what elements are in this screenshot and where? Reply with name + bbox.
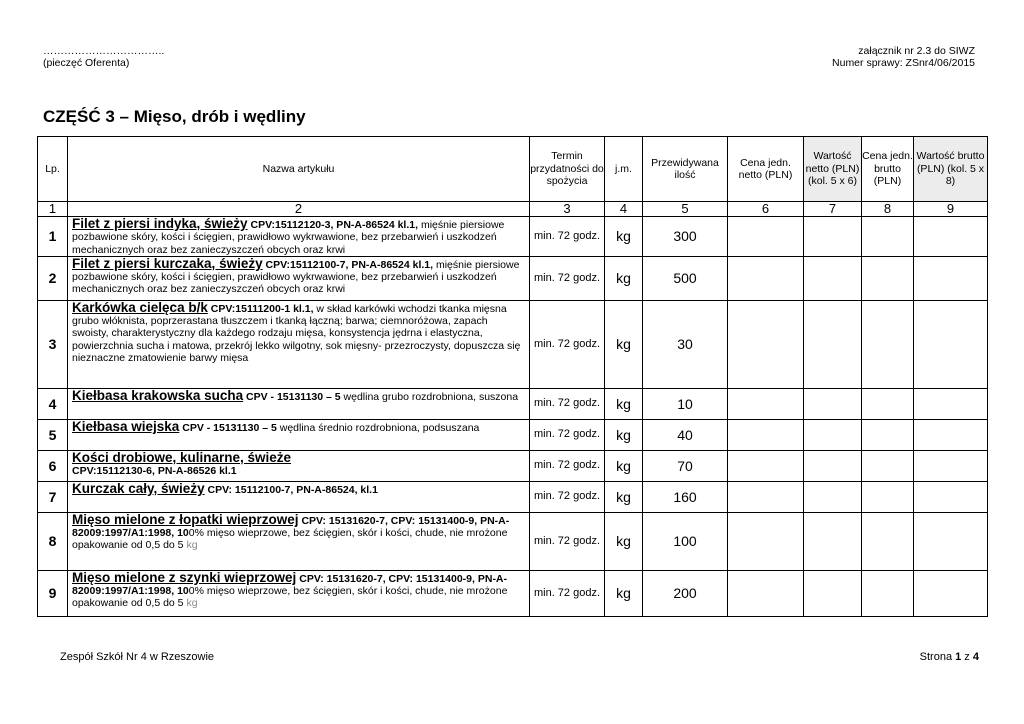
table-row [38, 256, 988, 300]
row-lp: 4 [38, 388, 68, 419]
table-row [38, 300, 988, 388]
row-description [68, 450, 530, 481]
row-description [68, 300, 530, 388]
row-unit: kg [605, 570, 643, 616]
net-value-cell[interactable] [804, 481, 862, 512]
product-cpv: CPV: 15131620-7, CPV: 15131400-9, PN-A-82009:1997/A1:1998, 10 [72, 572, 508, 598]
net-value-cell[interactable] [804, 217, 862, 257]
row-term: min. 72 godz. [530, 570, 605, 616]
oferent-stamp-block [43, 45, 164, 69]
row-quantity: 300 [643, 217, 728, 257]
product-cpv: CPV:15112130-6, PN-A-86526 kl.1 [72, 465, 237, 478]
gross-price-cell[interactable] [862, 481, 914, 512]
col-num: 1 [38, 202, 68, 217]
row-unit: kg [605, 419, 643, 450]
gross-price-cell[interactable] [862, 419, 914, 450]
product-name: Filet z piersi kurczaka, świeży [72, 256, 263, 271]
row-description [68, 419, 530, 450]
row-description [68, 256, 530, 300]
case-number: Numer sprawy: ZSnr4/06/2015 [832, 57, 975, 69]
gross-value-cell[interactable] [914, 217, 988, 257]
row-unit: kg [605, 450, 643, 481]
product-desc: mięśnie piersiowe pozbawione skóry, kości i ścięgien, prawidłowo wykrwawione, bez przebarwień i uszkodzeń mechanicznych oraz bez zanieczyszczeń obcych oraz krwi [72, 258, 520, 296]
product-desc: 0% mięso wieprzowe, bez ścięgien, skór i kości, chude, nie mrożone opakowanie od 0,5 do 5 [72, 585, 508, 610]
page-total: 4 [972, 651, 979, 663]
row-term: min. 72 godz. [530, 419, 605, 450]
stamp-label: (pieczęć Oferenta) [43, 57, 130, 69]
net-price-cell[interactable] [728, 256, 804, 300]
row-lp: 5 [38, 419, 68, 450]
gross-value-cell[interactable] [914, 512, 988, 570]
net-value-cell[interactable] [804, 300, 862, 388]
row-lp: 6 [38, 450, 68, 481]
attachment-label: załącznik nr 2.3 do SIWZ [858, 45, 975, 57]
row-term: min. 72 godz. [530, 388, 605, 419]
col-num: 9 [914, 202, 988, 217]
row-lp: 3 [38, 300, 68, 388]
gross-value-cell[interactable] [914, 570, 988, 616]
gross-price-cell[interactable] [862, 570, 914, 616]
col-num: 4 [605, 202, 643, 217]
net-price-cell[interactable] [728, 512, 804, 570]
row-term: min. 72 godz. [530, 300, 605, 388]
row-description [68, 512, 530, 570]
col-num: 7 [804, 202, 862, 217]
product-name: Kiełbasa krakowska sucha [72, 388, 244, 403]
product-name: Kości drobiowe, kulinarne, świeże [72, 450, 292, 465]
gross-value-cell[interactable] [914, 419, 988, 450]
product-desc: wędlina średnio rozdrobniona, podsuszana [276, 421, 480, 434]
page-title: CZĘŚĆ 3 – Mięso, drób i wędliny [43, 107, 306, 126]
gross-value-cell[interactable] [914, 481, 988, 512]
product-cpv: CPV - 15131130 – 5 [243, 390, 341, 403]
row-lp: 2 [38, 256, 68, 300]
gross-price-cell[interactable] [862, 300, 914, 388]
product-desc: w skład karkówki wchodzi tkanka mięsna grubo włóknista, poprzerastana tłuszczem i tkanką łączną; barwa; ciemnoróżowa, zapach swoisty, charakterystyczny dla każdego rodzaju mięsa, konsystencja jędrna i elastyczna, powierzchnia sucha i matowa, przekrój lekko wilgotny, sok mięsny- przezroczysty, dopuszcza się nieznaczne zmatowienie barwy mięsa [72, 302, 521, 365]
product-cpv: CPV:15112100-7, PN-A-86524 kl.1, [262, 258, 434, 271]
header-term: Termin przydatności do spożycia [530, 137, 605, 202]
product-cpv: CPV: 15112100-7, PN-A-86524, kl.1 [204, 483, 378, 496]
row-quantity: 160 [643, 481, 728, 512]
row-term: min. 72 godz. [530, 256, 605, 300]
gross-price-cell[interactable] [862, 256, 914, 300]
col-num: 6 [728, 202, 804, 217]
row-lp: 1 [38, 217, 68, 257]
document-reference-block [832, 45, 975, 69]
col-num: 8 [862, 202, 914, 217]
gross-value-cell[interactable] [914, 300, 988, 388]
row-description [68, 388, 530, 419]
product-desc-tail: kg [186, 539, 198, 552]
product-name: Karkówka cielęca b/k [72, 300, 208, 315]
page-label: Strona [919, 651, 956, 663]
gross-value-cell[interactable] [914, 256, 988, 300]
row-unit: kg [605, 388, 643, 419]
table-header-row [38, 137, 988, 202]
row-term: min. 72 godz. [530, 512, 605, 570]
table-row [38, 570, 988, 616]
row-term: min. 72 godz. [530, 450, 605, 481]
row-quantity: 500 [643, 256, 728, 300]
col-num: 5 [643, 202, 728, 217]
product-name: Kiełbasa wiejska [72, 419, 180, 434]
product-name: Mięso mielone z szynki wieprzowej [72, 570, 297, 585]
row-term: min. 72 godz. [530, 481, 605, 512]
row-unit: kg [605, 481, 643, 512]
product-name: Kurczak cały, świeży [72, 481, 205, 496]
column-number-row [38, 202, 988, 217]
header-lp: Lp. [38, 137, 68, 202]
net-value-cell[interactable] [804, 570, 862, 616]
net-value-cell[interactable] [804, 450, 862, 481]
row-unit: kg [605, 217, 643, 257]
net-price-cell[interactable] [728, 481, 804, 512]
row-quantity: 10 [643, 388, 728, 419]
product-cpv: CPV:15111200-1 kl.1, [207, 302, 314, 315]
row-unit: kg [605, 300, 643, 388]
table-row [38, 217, 988, 257]
net-price-cell[interactable] [728, 300, 804, 388]
header-gross-price: Cena jedn. brutto (PLN) [862, 137, 914, 202]
footer-school: Zespół Szkół Nr 4 w Rzeszowie [60, 651, 215, 663]
row-term: min. 72 godz. [530, 217, 605, 257]
table-row [38, 481, 988, 512]
col-num: 2 [68, 202, 530, 217]
product-cpv: CPV: 15131620-7, CPV: 15131400-9, PN-A-82009:1997/A1:1998, 10 [72, 514, 510, 540]
table-row [38, 512, 988, 570]
net-price-cell[interactable] [728, 419, 804, 450]
row-unit: kg [605, 512, 643, 570]
net-price-cell[interactable] [728, 388, 804, 419]
header-gross-value: Wartość brutto (PLN) (kol. 5 x 8) [914, 137, 988, 202]
row-description [68, 570, 530, 616]
gross-value-cell[interactable] [914, 388, 988, 419]
row-lp: 7 [38, 481, 68, 512]
page-number [920, 651, 979, 663]
row-description [68, 481, 530, 512]
net-price-cell[interactable] [728, 450, 804, 481]
product-name: Filet z piersi indyka, świeży [72, 216, 248, 231]
row-quantity: 100 [643, 512, 728, 570]
header-jm: j.m. [605, 137, 643, 202]
page-current: 1 [955, 651, 962, 663]
product-desc: wędlina grubo rozdrobniona, suszona [340, 390, 519, 403]
row-quantity: 70 [643, 450, 728, 481]
stamp-dots: …………………………….. [43, 45, 165, 57]
gross-price-cell[interactable] [862, 217, 914, 257]
table-row [38, 450, 988, 481]
row-quantity: 30 [643, 300, 728, 388]
header-net-price: Cena jedn. netto (PLN) [728, 137, 804, 202]
row-unit: kg [605, 256, 643, 300]
row-quantity: 40 [643, 419, 728, 450]
table-row [38, 388, 988, 419]
row-lp: 9 [38, 570, 68, 616]
row-lp: 8 [38, 512, 68, 570]
net-value-cell[interactable] [804, 256, 862, 300]
header-name: Nazwa artykułu [68, 137, 530, 202]
gross-price-cell[interactable] [862, 450, 914, 481]
net-value-cell[interactable] [804, 388, 862, 419]
product-desc-tail: kg [186, 597, 198, 610]
product-desc: 0% mięso wieprzowe, bez ścięgien, skór i kości, chude, nie mrożone opakowanie od 0,5 do 5 [72, 527, 508, 552]
gross-price-cell[interactable] [862, 388, 914, 419]
col-num: 3 [530, 202, 605, 217]
gross-value-cell[interactable] [914, 450, 988, 481]
product-cpv: CPV - 15131130 – 5 [179, 421, 277, 434]
products-table [37, 136, 988, 617]
product-cpv: CPV:15112120-3, PN-A-86524 kl.1, [247, 219, 419, 231]
product-desc: mięśnie piersiowe pozbawione skóry, kości i ścięgien, prawidłowo wykrwawione, bez przebarwień i uszkodzeń mechanicznych oraz bez zanieczyszczeń obcych oraz krwi [72, 219, 505, 256]
gross-price-cell[interactable] [862, 512, 914, 570]
product-name: Mięso mielone z łopatki wieprzowej [72, 512, 299, 527]
page-separator: z [961, 651, 973, 663]
net-price-cell[interactable] [728, 570, 804, 616]
row-description [68, 217, 530, 257]
net-value-cell[interactable] [804, 512, 862, 570]
row-quantity: 200 [643, 570, 728, 616]
net-price-cell[interactable] [728, 217, 804, 257]
table-row [38, 419, 988, 450]
header-net-value: Wartość netto (PLN) (kol. 5 x 6) [804, 137, 862, 202]
net-value-cell[interactable] [804, 419, 862, 450]
header-qty: Przewidywana ilość [643, 137, 728, 202]
